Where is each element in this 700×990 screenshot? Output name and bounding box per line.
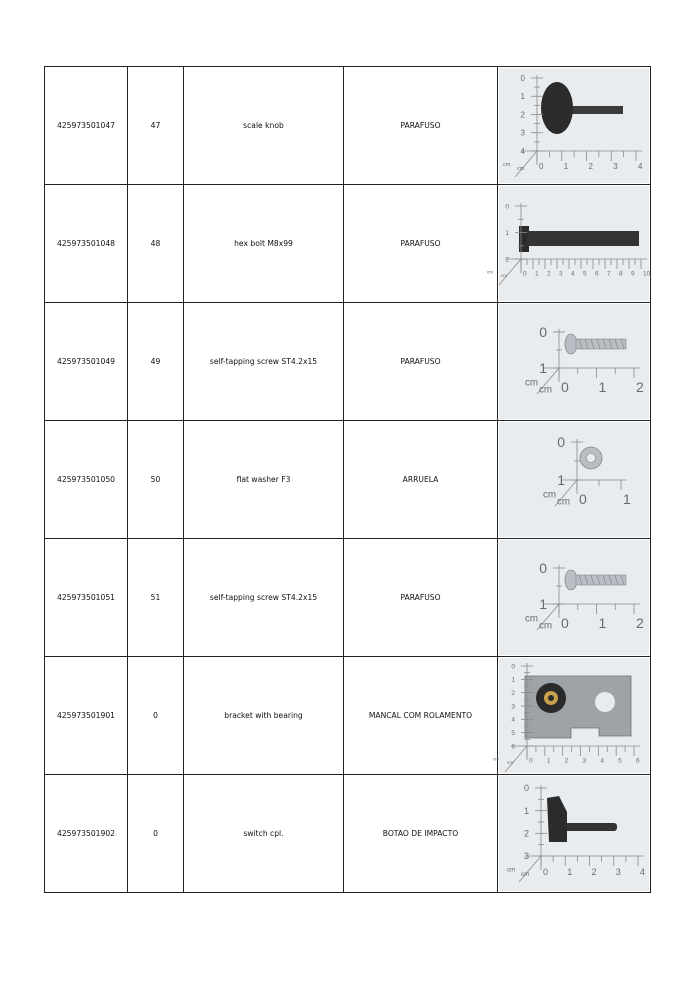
part-photo [499,776,649,891]
ruler-x-label: 5 [583,270,587,278]
part-name-cell: switch cpl. [184,775,344,893]
ruler-unit-label: cm [539,620,553,632]
part-photo [499,68,649,183]
ruler-y-label: 3 [523,851,529,862]
ruler-x-label: 7 [607,270,611,278]
part-photo-cell [498,775,651,893]
parts-table-body [45,67,651,893]
part-photo-svg [499,776,649,891]
ruler-x-label: 1 [598,615,607,631]
part-name-cell: self-tapping screw ST4.2x15 [184,539,344,657]
ruler-x-label: 8 [619,270,623,278]
part-number-cell: 425973501047 [45,67,128,185]
position-cell: 51 [128,539,184,657]
position-cell: 49 [128,303,184,421]
part-photo-cell [498,67,651,185]
part-number-cell: 425973501049 [45,303,128,421]
position-cell: 0 [128,657,184,775]
part-photo-svg [499,68,649,183]
ruler-y-label: 6 [511,743,515,751]
part-number-cell: 425973501902 [45,775,128,893]
ruler-x-label: 1 [598,379,607,395]
ruler-unit-label: cm [525,377,539,389]
ruler-y-label: 1 [539,359,547,376]
translation-cell: ARRUELA [344,421,498,539]
ruler-x-label: 10 [643,270,651,278]
translation-cell: PARAFUSO [344,539,498,657]
ruler-x-label: 3 [615,867,621,877]
ruler-x-label: 4 [638,162,643,171]
ruler-unit-label: cm [487,269,494,275]
ruler-y-label: 1 [523,805,529,816]
part-name-cell: bracket with bearing [184,657,344,775]
ruler-x-label: 6 [636,757,640,765]
ruler-x-label: 0 [523,270,527,278]
ruler-x-label: 4 [571,270,575,278]
part-photo [493,658,649,773]
ruler-y-label: 2 [505,256,509,264]
ruler-x-label: 0 [561,379,569,395]
ruler-x-label: 0 [561,615,569,631]
ruler-x-label: 2 [588,162,593,171]
part-photo [499,422,649,537]
ruler-unit-label: cm [507,759,514,765]
ruler-y-label: 3 [520,128,525,138]
translation-cell: MANCAL COM ROLAMENTO [344,657,498,775]
ruler-unit-label: cm [539,384,553,396]
ruler-x-label: 2 [547,270,551,278]
position-cell: 0 [128,775,184,893]
translation-cell: PARAFUSO [344,185,498,303]
part-number-cell: 425973501050 [45,421,128,539]
ruler-x-label: 2 [636,379,644,395]
position-cell: 48 [128,185,184,303]
table-row [45,775,651,893]
translation-cell: PARAFUSO [344,67,498,185]
ruler-y-label: 4 [511,716,515,724]
ruler-y-label: 0 [539,323,547,340]
part-photo-cell [498,539,651,657]
part-photo-svg [493,658,649,773]
ruler-x-label: 3 [582,757,587,765]
ruler-y-label: 2 [523,828,529,839]
ruler-y-label: 0 [539,559,547,576]
ruler-x-label: 1 [567,867,573,877]
ruler-unit-label: cm [493,756,500,762]
ruler-y-label: 1 [511,676,515,684]
ruler-unit-label: cm [503,162,511,169]
part-name-cell: flat washer F3 [184,421,344,539]
ruler-unit-label: cm [557,496,571,508]
ruler-x-label: 0 [539,162,544,171]
ruler-y-label: 5 [511,729,515,737]
ruler-y-label: 3 [511,703,515,711]
ruler-unit-label: cm [517,166,525,173]
ruler-x-label: 6 [595,270,599,278]
part-photo-svg [499,540,649,655]
ruler-x-label: 0 [543,867,549,877]
ruler-x-label: 1 [535,270,539,278]
ruler-y-label: 1 [505,229,509,237]
translation-cell: PARAFUSO [344,303,498,421]
ruler-y-label: 1 [539,595,547,612]
ruler-y-label: 1 [557,471,565,488]
ruler-y-label: 0 [511,663,515,671]
ruler-unit-label: cm [501,272,508,278]
ruler-y-label: 0 [505,203,509,211]
translation-cell: BOTAO DE IMPACTO [344,775,498,893]
table-row [45,421,651,539]
position-cell: 47 [128,67,184,185]
part-photo-cell [493,657,651,775]
part-number-cell: 425973501051 [45,539,128,657]
ruler-x-label: 5 [618,757,622,765]
ruler-x-label: 3 [613,162,618,171]
ruler-x-label: 1 [563,162,569,171]
ruler-x-label: 1 [546,757,551,765]
ruler-x-label: 2 [636,615,644,631]
part-photo [499,540,649,655]
ruler-unit-label: cm [521,871,530,879]
ruler-y-label: 0 [520,73,525,83]
ruler-x-label: 9 [631,270,635,278]
ruler-unit-label: cm [507,866,516,874]
ruler-unit-label: cm [525,613,539,625]
washer-icon [580,447,602,469]
ruler-x-label: 3 [559,270,563,278]
part-number-cell: 425973501048 [45,185,128,303]
part-photo-svg [499,304,649,419]
position-cell: 50 [128,421,184,539]
part-photo-cell [498,421,651,539]
part-photo-svg [499,422,649,537]
ruler-y-label: 1 [520,92,525,102]
part-number-cell: 425973501901 [45,657,128,775]
part-name-cell: scale knob [184,67,344,185]
ruler-y-label: 4 [520,146,525,156]
table-row [45,303,651,421]
ruler-x-label: 4 [640,867,646,877]
ruler-y-label: 2 [511,689,515,697]
ruler-y-label: 2 [520,110,525,120]
ruler-x-label: 4 [600,757,604,765]
part-photo-cell [498,303,651,421]
part-name-cell: hex bolt M8x99 [184,185,344,303]
table-row [45,657,651,775]
ruler-x-label: 2 [564,757,569,765]
part-photo [499,304,649,419]
part-photo-svg [487,186,651,301]
ruler-y-label: 0 [557,433,565,450]
ruler-x-label: 0 [529,757,533,765]
part-name-cell: self-tapping screw ST4.2x15 [184,303,344,421]
ruler-y-label: 0 [523,783,529,794]
table-row [45,539,651,657]
ruler-x-label: 0 [579,491,587,507]
ruler-unit-label: cm [543,489,557,501]
ruler-x-label: 2 [591,867,597,877]
table-row [45,185,651,303]
ruler-x-label: 1 [623,491,631,507]
table-row [45,67,651,185]
parts-table [44,66,651,893]
part-photo [487,186,651,301]
part-photo-cell [487,185,651,303]
